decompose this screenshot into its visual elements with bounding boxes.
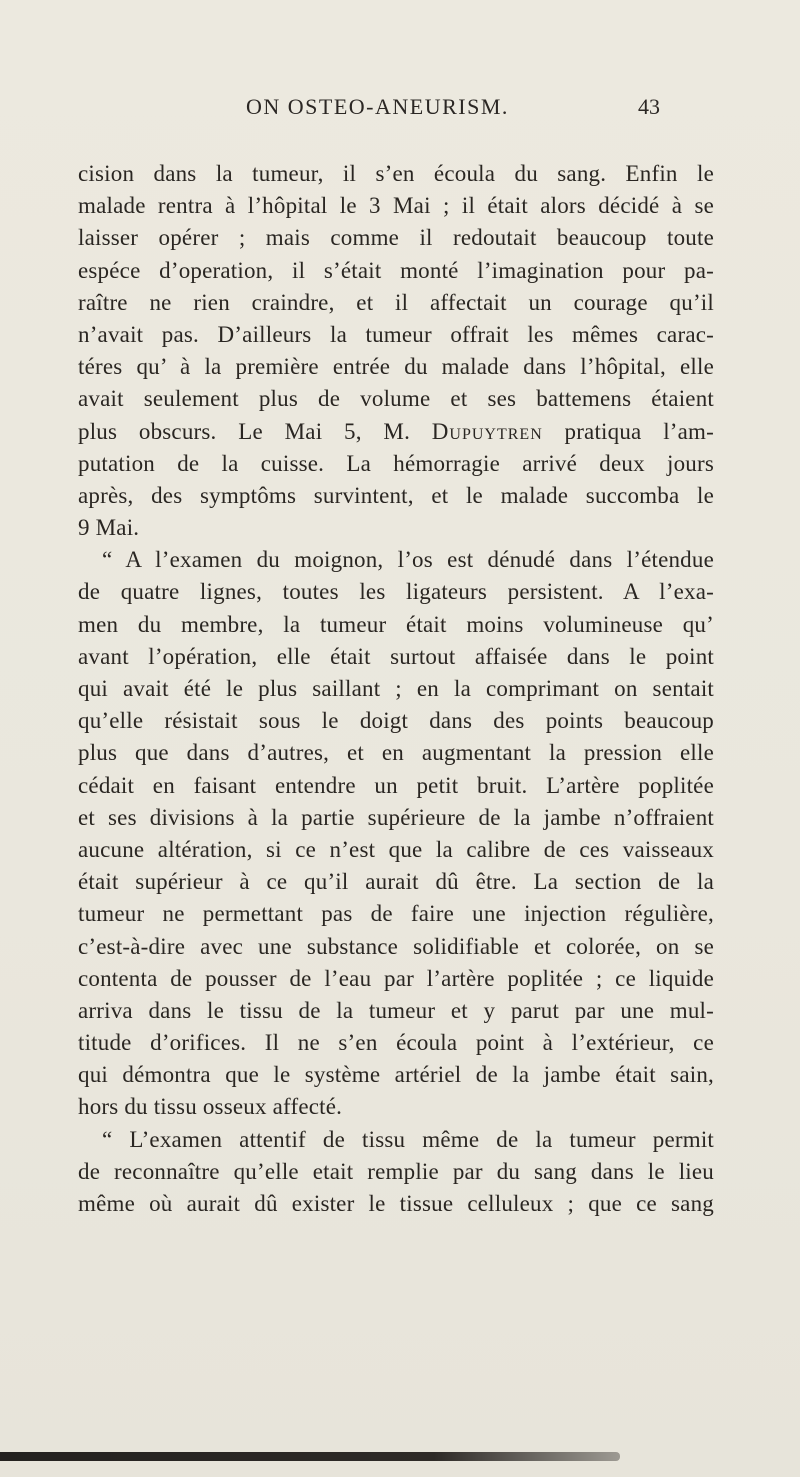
text-line: hors du tissu osseux affecté.: [78, 1094, 343, 1120]
text-line: “ L’examen attentif de tissu même de la tumeur permit: [102, 1126, 714, 1152]
text-line: qui avait été le plus saillant ; en la comprimant on sentait: [78, 676, 714, 701]
text-line: laisser opérer ; mais comme il redoutait beaucoup toute: [78, 225, 714, 251]
running-head: [0, 94, 800, 124]
text-line: malade rentra à l’hôpital le 3 Mai ; il était alors décidé à se: [78, 193, 714, 219]
text-line: espéce d’operation, il s’était monté l’imagination pour pa-: [78, 257, 714, 283]
text-line: “ A l’examen du moignon, l’os est dénudé dans l’étendue: [102, 547, 714, 573]
text-line: cision dans la tumeur, il s’en écoula du sang. Enfin le: [78, 161, 714, 186]
text-line: arriva dans le tissu de la tumeur et y parut par une mul-: [78, 997, 714, 1023]
text-line: men du membre, la tumeur était moins volumineuse qu’: [78, 611, 714, 637]
text-line: c’est-à-dire avec une substance solidifiable et colorée, on se: [78, 933, 714, 959]
text-line: titude d’orifices. Il ne s’en écoula point à l’extérieur, ce: [78, 1030, 714, 1056]
text-line: contenta de pousser de l’eau par l’artère poplitée ; ce liquide: [78, 965, 714, 991]
text-line: de quatre lignes, toutes les ligateurs persistent. A l’exa-: [78, 579, 714, 605]
text-line: raître ne rien craindre, et il affectait un courage qu’il: [78, 289, 714, 315]
text-line: cédait en faisant entendre un petit bruit. L’artère poplitée: [78, 772, 714, 798]
text-line: qu’elle résistait sous le doigt dans des points beaucoup: [78, 708, 714, 734]
text-line: et ses divisions à la partie supérieure de la jambe n’offraient: [78, 804, 714, 830]
text-line: qui démontra que le système artériel de la jambe était sain,: [78, 1062, 714, 1088]
surgeon-name: Dupuytren: [431, 418, 543, 444]
text-fragment: pratiqua l’am-: [542, 418, 714, 444]
text-line: aucune altération, si ce n’est que la calibre de ces vaisseaux: [78, 836, 714, 862]
page-edge-shadow: [0, 1452, 620, 1461]
text-line: plus que dans d’autres, et en augmentant la pression elle: [78, 740, 714, 766]
page-number: 43: [638, 94, 660, 119]
text-line: [78, 416, 714, 448]
text-line: 9 Mai.: [78, 515, 140, 541]
text-line: avait seulement plus de volume et ses battemens étaient: [78, 386, 714, 412]
body-text: [78, 158, 714, 1220]
text-line: avant l’opération, elle était surtout affaisée dans le point: [78, 643, 714, 669]
running-title: ON OSTEO-ANEURISM.: [246, 94, 509, 119]
text-line: était supérieur à ce qu’il aurait dû être. La section de la: [78, 869, 714, 895]
text-line: de reconnaître qu’elle etait remplie par du sang dans le lieu: [78, 1158, 714, 1184]
text-line: après, des symptôms survintent, et le malade succomba le: [78, 482, 714, 508]
text-fragment: plus obscurs. Le Mai 5, M.: [78, 418, 411, 444]
text-line: putation de la cuisse. La hémorragie arrivé deux jours: [78, 450, 714, 476]
text-line: tumeur ne permettant pas de faire une injection régulière,: [78, 901, 714, 927]
text-line: téres qu’ à la première entrée du malade dans l’hôpital, elle: [78, 354, 714, 380]
text-line: n’avait pas. D’ailleurs la tumeur offrait les mêmes carac-: [78, 321, 714, 347]
text-line: même où aurait dû exister le tissue celluleux ; que ce sang: [78, 1191, 714, 1216]
